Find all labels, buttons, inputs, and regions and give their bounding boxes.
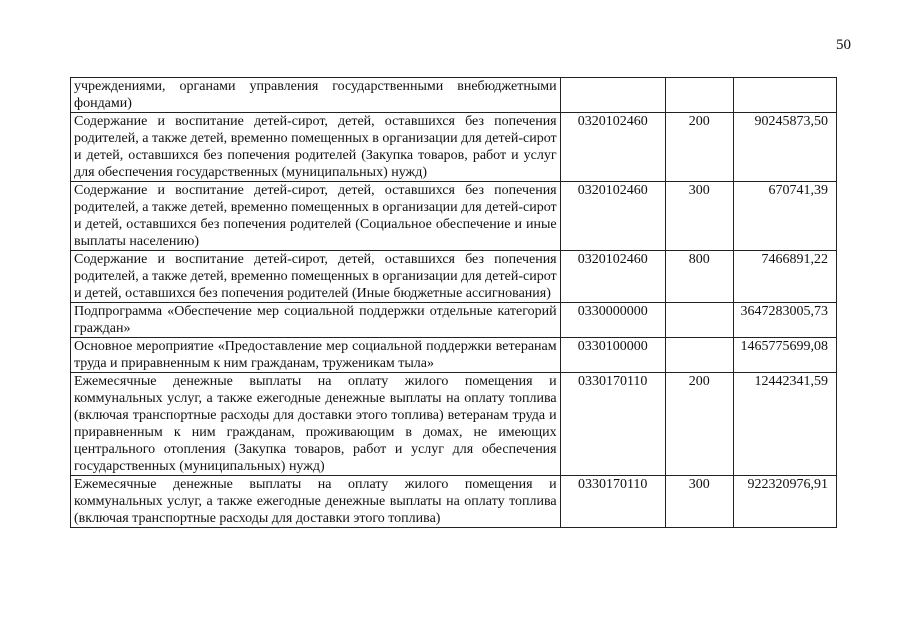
table-row [71, 303, 837, 338]
row-expense-kind: 200 [665, 113, 733, 182]
page-number: 50 [836, 37, 851, 53]
row-target-code: 0330100000 [560, 338, 665, 373]
row-description: Содержание и воспитание детей-сирот, детей, оставшихся без попечения родителей, а также детей, временно помещенных в организации для детей-сирот и детей, оставшихся без попечения родителей (Закупка товаров, работ и услуг для обеспечения государственных (муниципальных) нужд) [71, 113, 561, 182]
row-target-code: 0320102460 [560, 251, 665, 303]
row-target-code: 0330000000 [560, 303, 665, 338]
row-description: Подпрограмма «Обеспечение мер социальной поддержки отдельные категорий граждан» [71, 303, 561, 338]
row-amount: 1465775699,08 [733, 338, 836, 373]
row-description: Содержание и воспитание детей-сирот, детей, оставшихся без попечения родителей, а также детей, временно помещенных в организации для детей-сирот и детей, оставшихся без попечения родителей (Социальное обеспечение и иные выплаты населению) [71, 182, 561, 251]
row-description: Основное мероприятие «Предоставление мер социальной поддержки ветеранам труда и приравненным к ним гражданам, труженикам тыла» [71, 338, 561, 373]
row-expense-kind: 300 [665, 476, 733, 528]
budget-table [70, 77, 837, 528]
row-amount: 922320976,91 [733, 476, 836, 528]
row-amount: 7466891,22 [733, 251, 836, 303]
row-description: Ежемесячные денежные выплаты на оплату жилого помещения и коммунальных услуг, а также ежегодные денежные выплаты на оплату топлива (включая транспортные расходы для доставки этого топлива) [71, 476, 561, 528]
row-expense-kind [665, 78, 733, 113]
row-expense-kind: 300 [665, 182, 733, 251]
row-target-code: 0330170110 [560, 373, 665, 476]
row-amount: 670741,39 [733, 182, 836, 251]
table-row [71, 338, 837, 373]
row-target-code: 0320102460 [560, 113, 665, 182]
row-target-code: 0330170110 [560, 476, 665, 528]
row-target-code [560, 78, 665, 113]
table-row [71, 373, 837, 476]
table-row [71, 182, 837, 251]
row-amount: 90245873,50 [733, 113, 836, 182]
row-description: Ежемесячные денежные выплаты на оплату жилого помещения и коммунальных услуг, а также ежегодные денежные выплаты на оплату топлива (включая транспортные расходы для доставки этого топлива) ветеранам труда и приравненным к ним гражданам, проживающим в домах, не имеющих центрального отопления (Закупка товаров, работ и услуг для обеспечения государственных (муниципальных) нужд) [71, 373, 561, 476]
table-row [71, 476, 837, 528]
row-description: учреждениями, органами управления государственными внебюджетными фондами) [71, 78, 561, 113]
row-expense-kind [665, 303, 733, 338]
row-amount [733, 78, 836, 113]
row-amount: 3647283005,73 [733, 303, 836, 338]
row-expense-kind: 800 [665, 251, 733, 303]
row-expense-kind: 200 [665, 373, 733, 476]
row-description: Содержание и воспитание детей-сирот, детей, оставшихся без попечения родителей, а также детей, временно помещенных в организации для детей-сирот и детей, оставшихся без попечения родителей (Иные бюджетные ассигнования) [71, 251, 561, 303]
table-row [71, 113, 837, 182]
row-expense-kind [665, 338, 733, 373]
table-row [71, 251, 837, 303]
row-amount: 12442341,59 [733, 373, 836, 476]
table-row [71, 78, 837, 113]
row-target-code: 0320102460 [560, 182, 665, 251]
